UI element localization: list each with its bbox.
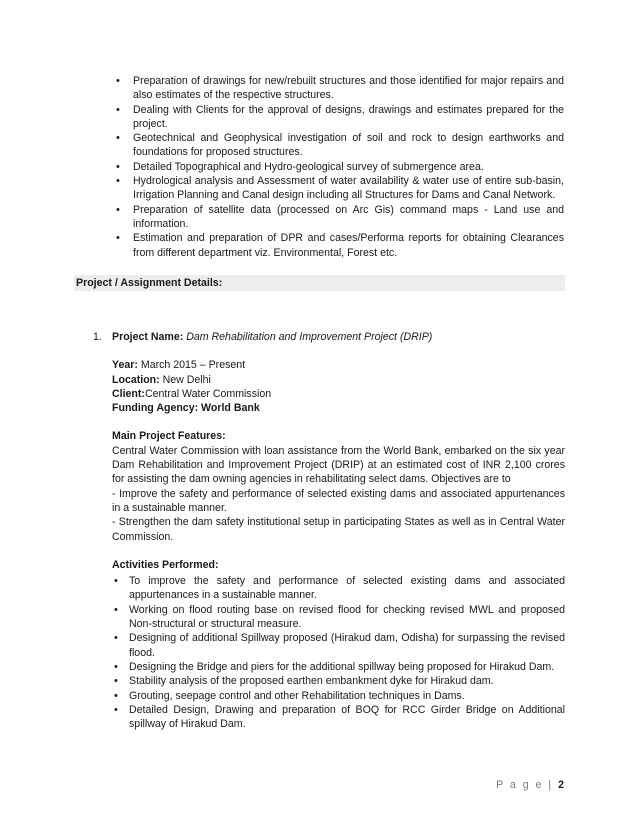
list-item: • Hydrological analysis and Assessment of water availability & water use of entire sub-basin, Irrigation Planning and Canal design including all Structures for Dams and Canal Network. bbox=[116, 174, 564, 203]
list-item: • Geotechnical and Geophysical investigation of soil and rock to design earthworks and foundations for proposed structures. bbox=[116, 131, 564, 160]
project-number: 1. bbox=[93, 331, 102, 343]
location-line bbox=[112, 373, 565, 387]
client-label: Client: bbox=[112, 387, 145, 400]
features-text: Central Water Commission with loan assistance from the World Bank, embarked on the six year Dam Rehabilitation and Improvement Project (DRIP) at an estimated cost of INR 2,100 crores for assisting the dam owning agencies in rehabilitating select dams. Objectives are to bbox=[112, 444, 565, 486]
list-item: • Working on flood routing base on revised flood for checking revised MWL and proposed Non-structural or structural measure. bbox=[112, 603, 565, 632]
list-item: • Preparation of drawings for new/rebuilt structures and those identified for major repairs and also estimates of the respective structures. bbox=[116, 74, 564, 103]
project-meta bbox=[112, 358, 565, 415]
project-name: Dam Rehabilitation and Improvement Project (DRIP) bbox=[186, 331, 433, 343]
project-block bbox=[93, 330, 565, 731]
activities-list bbox=[112, 574, 565, 731]
objective-2: - Strengthen the dam safety institutional setup in participating States as well as in Central Water Commission. bbox=[112, 516, 565, 543]
funding-line: Funding Agency: World Bank bbox=[112, 402, 260, 415]
objective-1: - Improve the safety and performance of selected existing dams and associated appurtenances in a sustainable manner. bbox=[112, 487, 565, 514]
list-item: • Designing the Bridge and piers for the additional spillway being proposed for Hirakud Dam. bbox=[112, 660, 565, 674]
list-item: • Detailed Topographical and Hydro-geological survey of submergence area. bbox=[116, 160, 564, 174]
list-item: • Stability analysis of the proposed earthen embankment dyke for Hirakud dam. bbox=[112, 674, 565, 688]
list-item: • Detailed Design, Drawing and preparation of BOQ for RCC Girder Bridge on Additional spillway of Hirakud Dam. bbox=[112, 703, 565, 732]
page-number: 2 bbox=[558, 779, 564, 791]
project-title-line bbox=[93, 330, 565, 344]
page-footer bbox=[496, 778, 564, 792]
year-value: March 2015 – Present bbox=[140, 359, 246, 372]
section-heading: Project / Assignment Details: bbox=[74, 275, 565, 291]
list-item: • To improve the safety and performance of selected existing dams and associated appurtenances in a sustainable manner. bbox=[112, 574, 565, 603]
activities-title: Activities Performed: bbox=[112, 558, 219, 571]
list-item: • Preparation of satellite data (processed on Arc Gis) command maps - Land use and information. bbox=[116, 203, 564, 232]
list-item: • Estimation and preparation of DPR and cases/Performa reports for obtaining Clearances from different department viz. Environmental, Forest etc. bbox=[116, 231, 564, 260]
responsibilities-list bbox=[116, 74, 564, 260]
location-label: Location: bbox=[112, 373, 160, 386]
features-title: Main Project Features: bbox=[112, 430, 226, 443]
year-label: Year: bbox=[112, 359, 138, 372]
year-line bbox=[112, 358, 565, 372]
list-item: • Designing of additional Spillway proposed (Hirakud dam, Odisha) for surpassing the revised flood. bbox=[112, 631, 565, 660]
client-line bbox=[112, 387, 565, 401]
location-value: New Delhi bbox=[162, 373, 211, 386]
page-label: P a g e | bbox=[496, 779, 554, 791]
project-name-label: Project Name: bbox=[112, 331, 184, 343]
client-value: Central Water Commission bbox=[144, 387, 272, 400]
list-item: • Dealing with Clients for the approval of designs, drawings and estimates prepared for the project. bbox=[116, 103, 564, 132]
list-item: • Grouting, seepage control and other Rehabilitation techniques in Dams. bbox=[112, 689, 565, 703]
